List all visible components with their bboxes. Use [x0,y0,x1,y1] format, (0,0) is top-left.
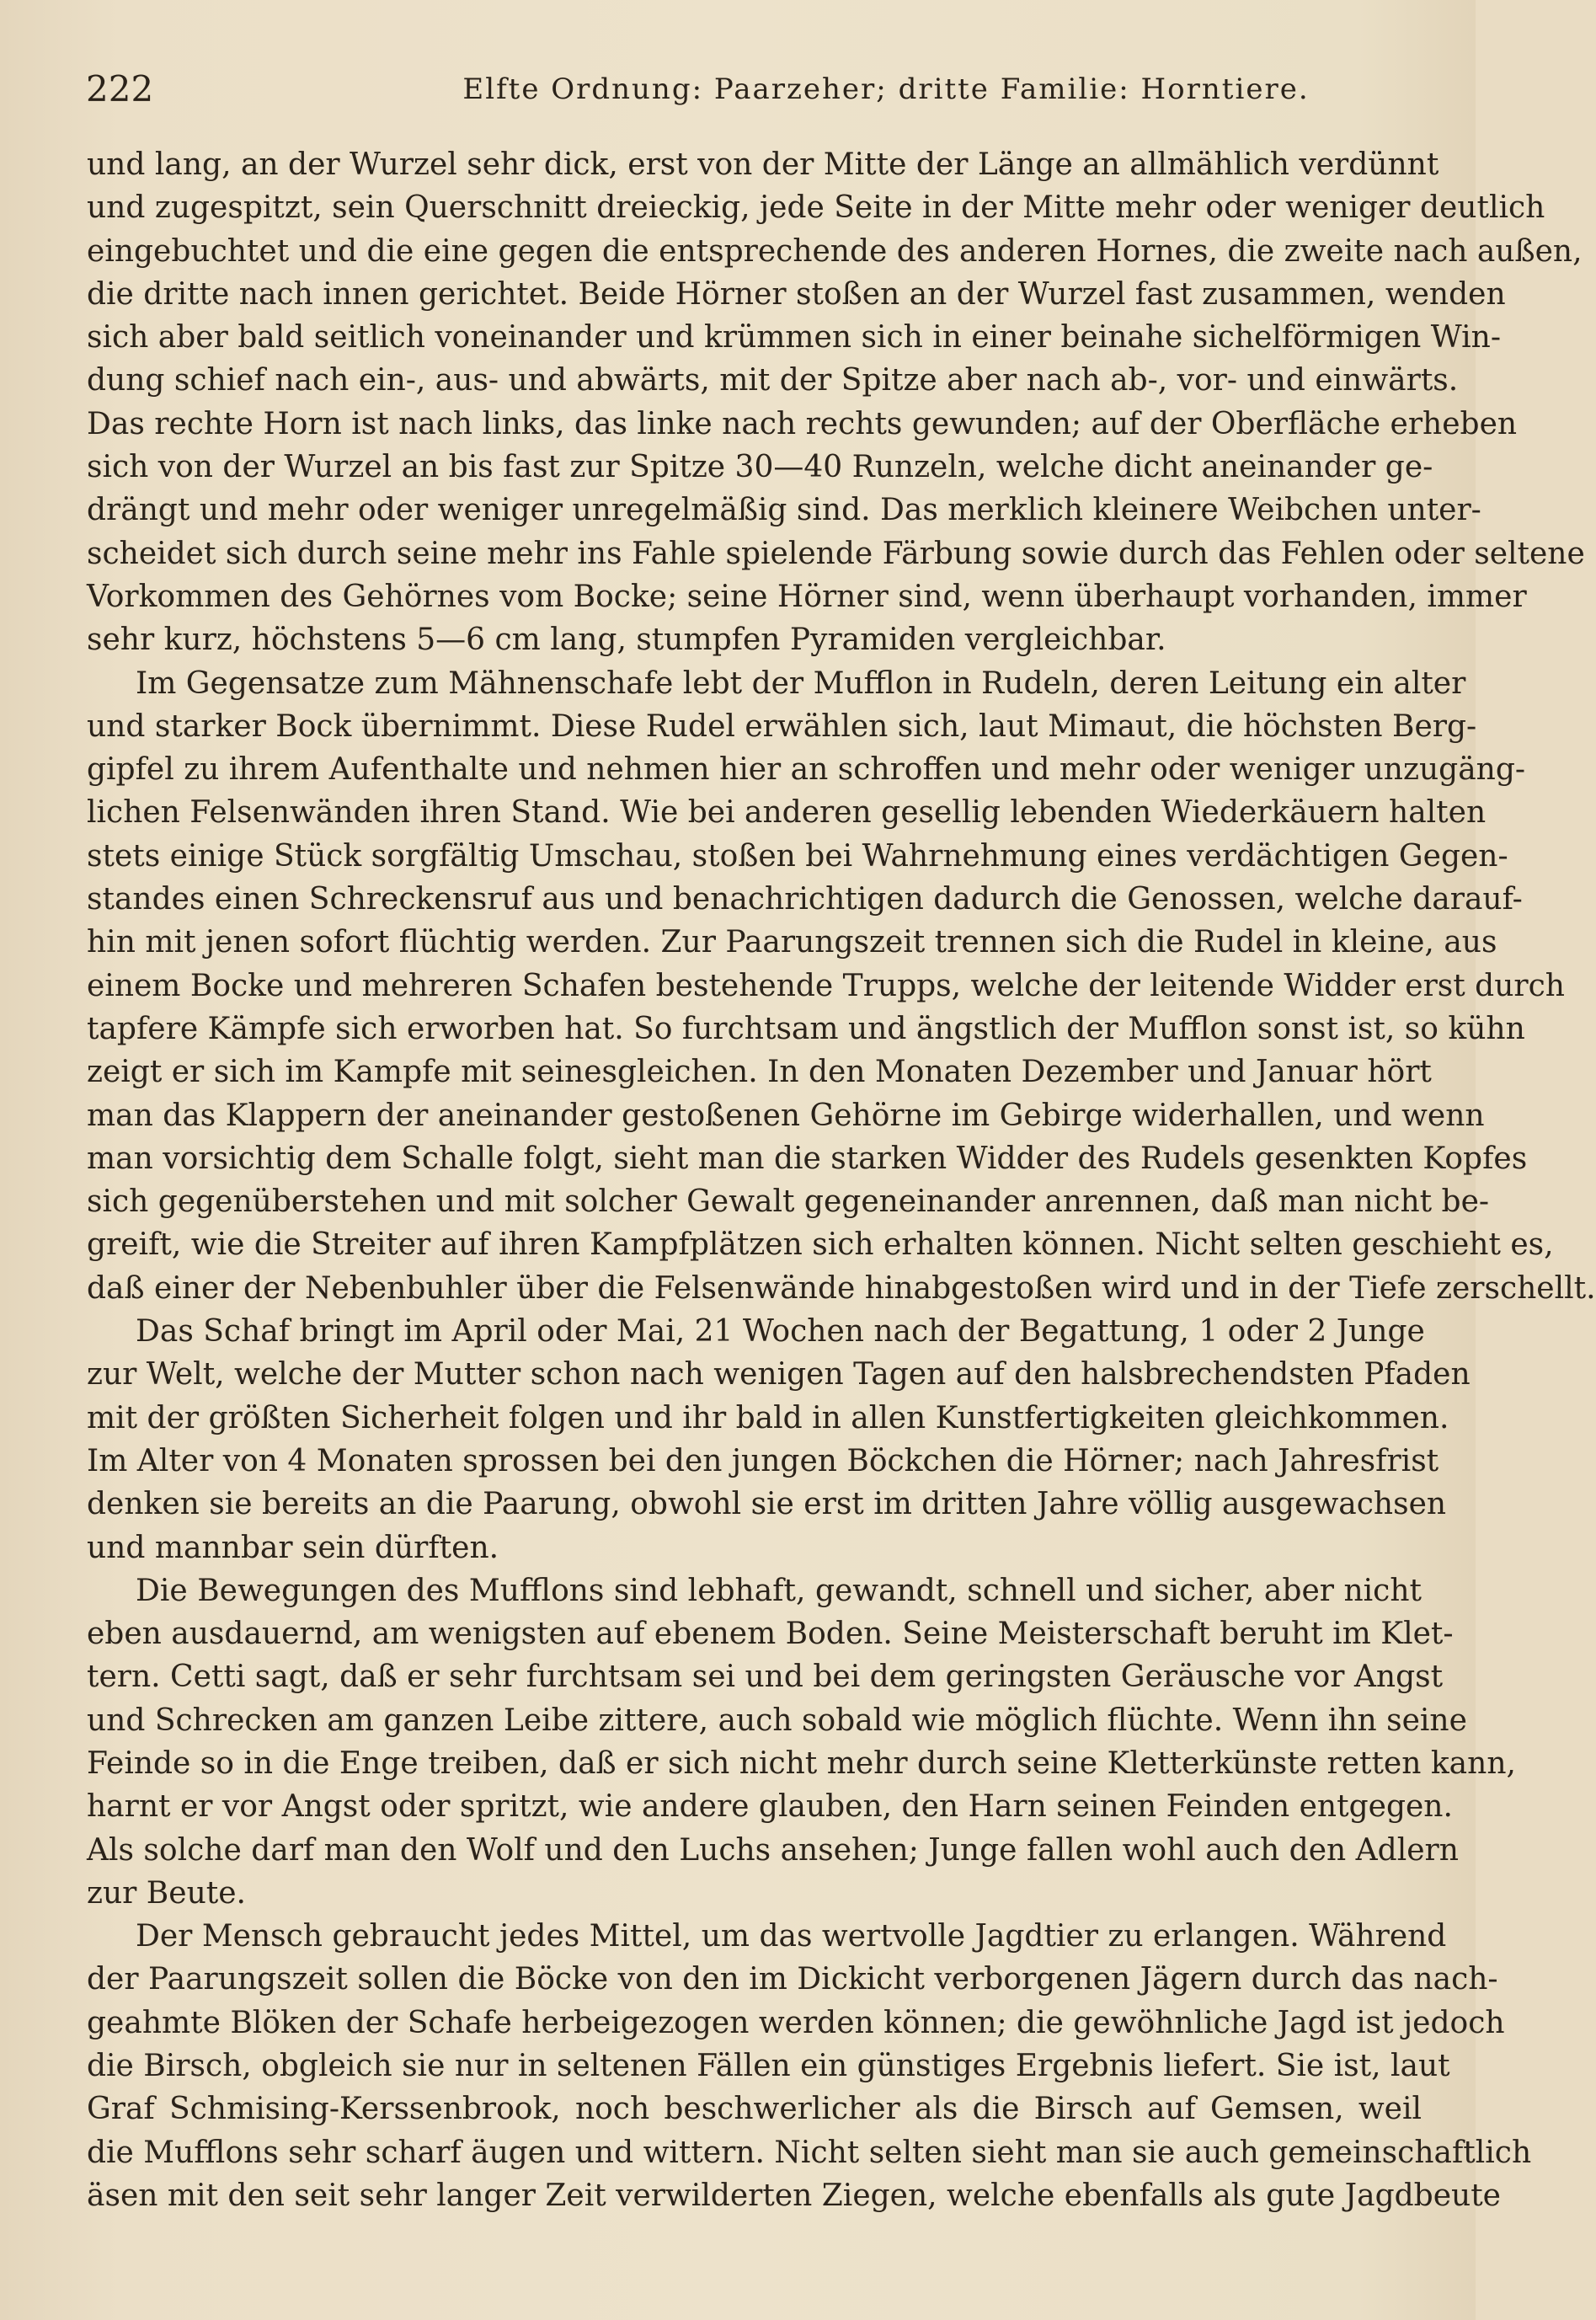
text-line: zur Beute. [87,1875,246,1911]
text-line: daß einer der Nebenbuhler über die Felsenwände hinabgestoßen wird und in der Tiefe zerschellt. [87,1270,1596,1306]
paragraph-start-line: Die Bewegungen des Mufflons sind lebhaft, gewandt, schnell und sicher, aber nicht [136,1573,1422,1608]
text-line: man vorsichtig dem Schalle folgt, sieht man die starken Widder des Rudels gesenkten Kopfes [87,1141,1528,1176]
text-line: sich gegenüberstehen und mit solcher Gewalt gegeneinander anrennen, daß man nicht be- [87,1184,1490,1220]
text-line: und mannbar sein dürften. [87,1530,499,1565]
paragraph-start-line: Der Mensch gebraucht jedes Mittel, um das wertvolle Jagdtier zu erlangen. Während [136,1919,1447,1954]
paragraph-start-line: Das Schaf bringt im April oder Mai, 21 Wochen nach der Begattung, 1 oder 2 Junge [136,1314,1425,1350]
text-line: scheidet sich durch seine mehr ins Fahle spielende Färbung sowie durch das Fehlen oder seltene [87,536,1585,571]
page-header [86,66,1425,113]
text-line: zeigt er sich im Kampfe mit seinesgleichen. In den Monaten Dezember und Januar hört [87,1055,1432,1090]
text-line: geahmte Blöken der Schafe herbeigezogen werden können; die gewöhnliche Jagd ist jedoch [87,2005,1505,2040]
text-line: dung schief nach ein-, aus- und abwärts, mit der Spitze aber nach ab-, vor- und einwärts. [87,363,1459,398]
text-line: sehr kurz, höchstens 5—6 cm lang, stumpfen Pyramiden vergleichbar. [87,623,1166,658]
text-line: harnt er vor Angst oder spritzt, wie andere glauben, den Harn seinen Feinden entgegen. [87,1789,1453,1825]
text-line: man das Klappern der aneinander gestoßenen Gehörne im Gebirge widerhallen, und wenn [87,1098,1485,1133]
text-line: eingebuchtet und die eine gegen die entsprechende des anderen Hornes, die zweite nach außen, [87,233,1583,269]
text-line: und lang, an der Wurzel sehr dick, erst von der Mitte der Länge an allmählich verdünnt [87,147,1439,182]
text-line: der Paarungszeit sollen die Böcke von den im Dickicht verborgenen Jägern durch das nach- [87,1962,1498,1997]
text-line: stets einige Stück sorgfältig Umschau, stoßen bei Wahrnehmung eines verdächtigen Gegen- [87,838,1508,874]
text-line: standes einen Schreckensruf aus und benachrichtigen dadurch die Genossen, welche darauf- [87,882,1523,917]
text-line: gipfel zu ihrem Aufenthalte und nehmen hier an schroffen und mehr oder weniger unzugäng- [87,752,1526,788]
text-line: und Schrecken am ganzen Leibe zittere, auch sobald wie möglich flüchte. Wenn ihn seine [87,1703,1467,1738]
text-line: Feinde so in die Enge treiben, daß er sich nicht mehr durch seine Kletterkünste retten kann, [87,1745,1516,1781]
text-line: tapfere Kämpfe sich erworben hat. So furchtsam und ängstlich der Mufflon sonst ist, so kühn [87,1011,1525,1046]
text-line: sich von der Wurzel an bis fast zur Spitze 30—40 Runzeln, welche dicht aneinander ge- [87,450,1433,485]
text-line: mit der größten Sicherheit folgen und ihr bald in allen Kunstfertigkeiten gleichkommen. [87,1400,1449,1435]
paragraph-start-line: Im Gegensatze zum Mähnenschafe lebt der Mufflon in Rudeln, deren Leitung ein alter [136,666,1466,701]
text-line: Als solche darf man den Wolf und den Luchs ansehen; Junge fallen wohl auch den Adlern [87,1832,1459,1868]
running-head: Elfte Ordnung: Paarzeher; dritte Familie: Horntiere. [462,72,1310,106]
text-line: die Birsch, obgleich sie nur in seltenen Fällen ein günstiges Ergebnis liefert. Sie ist, laut [87,2049,1450,2084]
text-line: einem Bocke und mehreren Schafen bestehende Trupps, welche der leitende Widder erst durch [87,968,1565,1003]
text-line: hin mit jenen sofort flüchtig werden. Zur Paarungszeit trennen sich die Rudel in kleine, aus [87,925,1497,960]
text-line: Im Alter von 4 Monaten sprossen bei den jungen Böckchen die Hörner; nach Jahresfrist [87,1443,1439,1478]
text-line: Vorkommen des Gehörnes vom Bocke; seine Hörner sind, wenn überhaupt vorhanden, immer [87,579,1527,614]
text-line: lichen Felsenwänden ihren Stand. Wie bei anderen gesellig lebenden Wiederkäuern halten [87,795,1487,831]
text-line: zur Welt, welche der Mutter schon nach wenigen Tagen auf den halsbrechendsten Pfaden [87,1357,1471,1393]
text-line: tern. Cetti sagt, daß er sehr furchtsam sei und bei dem geringsten Geräusche vor Angst [87,1660,1444,1695]
body-text [87,143,1596,2217]
text-line: und zugespitzt, sein Querschnitt dreieckig, jede Seite in der Mitte mehr oder weniger deutlich [87,190,1545,226]
text-line: die dritte nach innen gerichtet. Beide Hörner stoßen an der Wurzel fast zusammen, wenden [87,276,1506,312]
text-line: äsen mit den seit sehr langer Zeit verwilderten Ziegen, welche ebenfalls als gute Jagdbeute [87,2178,1501,2213]
text-line: eben ausdauernd, am wenigsten auf ebenem Boden. Seine Meisterschaft beruht im Klet- [87,1617,1454,1652]
page-number: 222 [86,68,154,110]
text-line: und starker Bock übernimmt. Diese Rudel erwählen sich, laut Mimaut, die höchsten Berg- [87,708,1477,744]
text-line: drängt und mehr oder weniger unregelmäßig sind. Das merklich kleinere Weibchen unter- [87,493,1481,528]
text-line: die Mufflons sehr scharf äugen und wittern. Nicht selten sieht man sie auch gemeinschaftlich [87,2135,1532,2170]
text-line: Graf Schmising-Kerssenbrook, noch beschwerlicher als die Birsch auf Gemsen, weil [87,2092,1422,2127]
text-line: greift, wie die Streiter auf ihren Kampfplätzen sich erhalten können. Nicht selten geschieht es, [87,1227,1554,1263]
text-line: denken sie bereits an die Paarung, obwohl sie erst im dritten Jahre völlig ausgewachsen [87,1487,1447,1522]
text-line: sich aber bald seitlich voneinander und krümmen sich in einer beinahe sichelförmigen Win- [87,320,1502,355]
text-line: Das rechte Horn ist nach links, das linke nach rechts gewunden; auf der Oberfläche erheben [87,406,1518,441]
